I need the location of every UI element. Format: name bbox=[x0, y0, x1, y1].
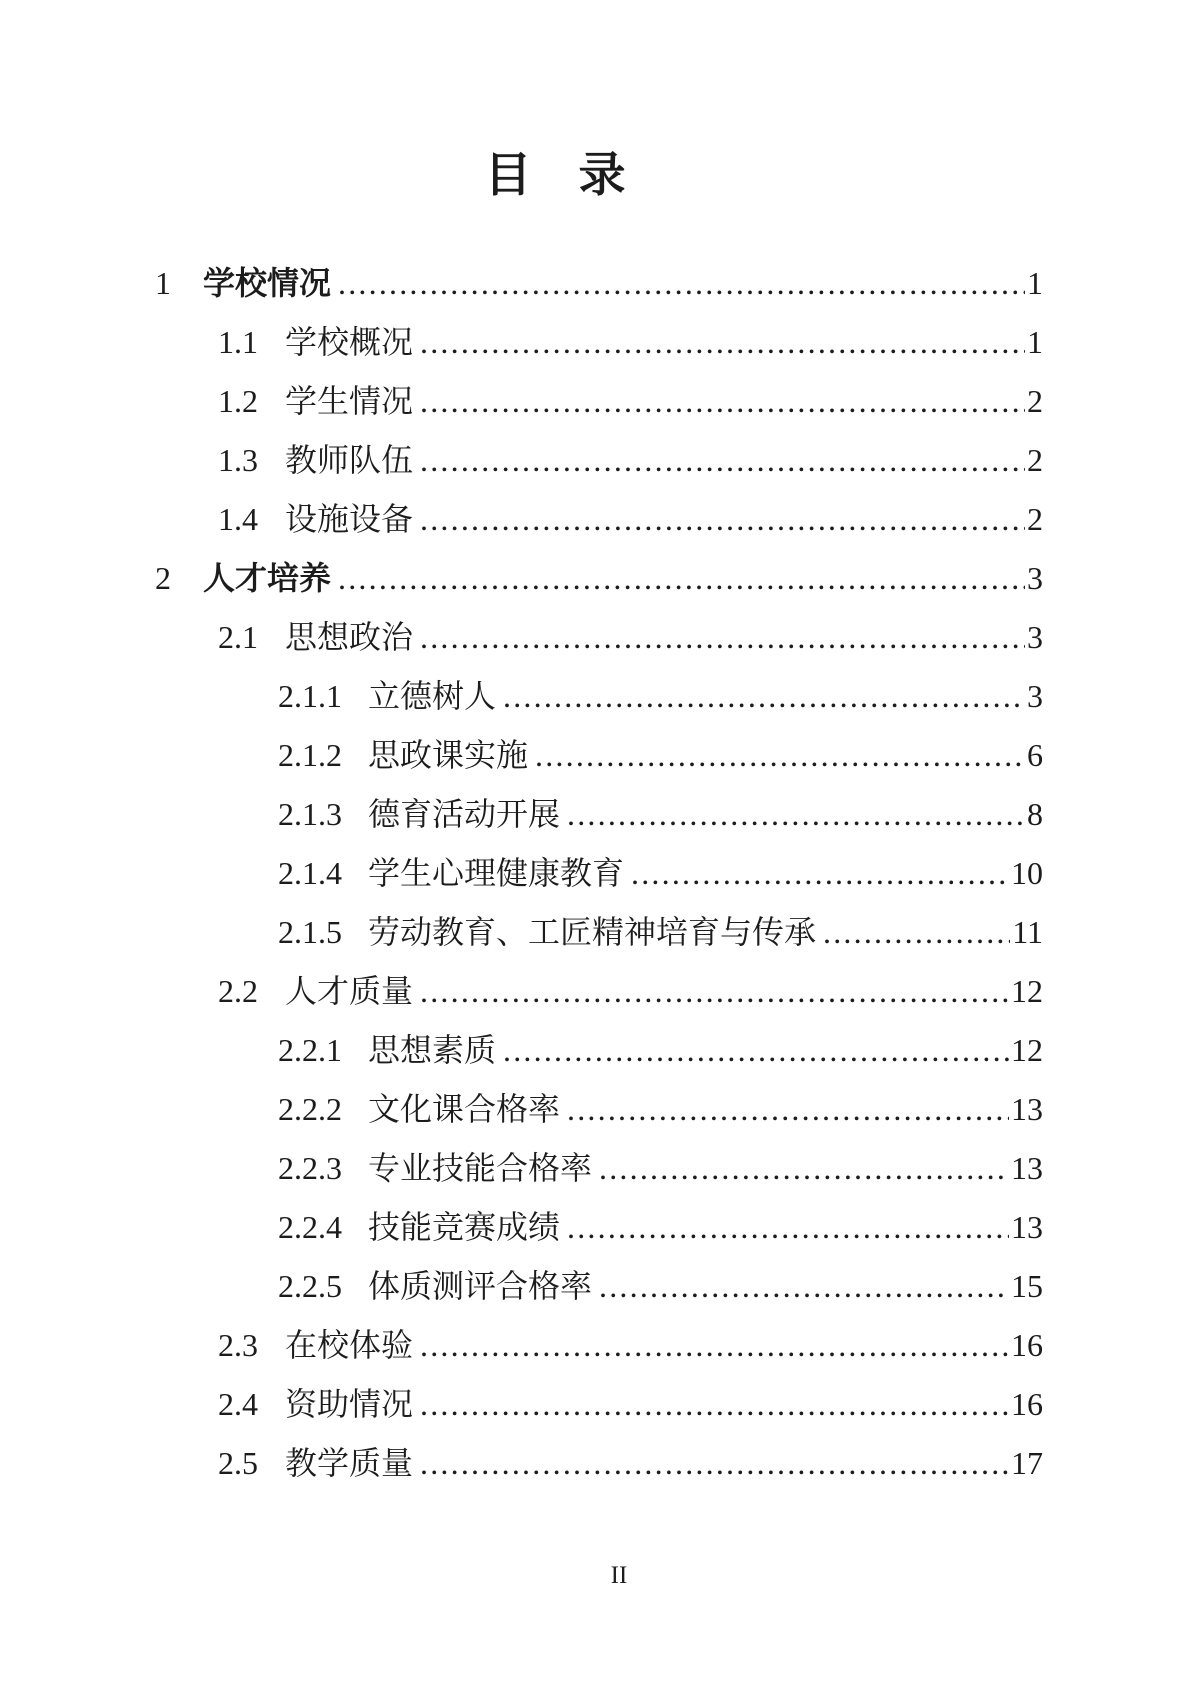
toc-entry-number: 2.1 bbox=[218, 619, 258, 655]
dot-leader bbox=[599, 1257, 1009, 1316]
page-title bbox=[0, 148, 1200, 204]
toc-entry-label: 学校情况 bbox=[203, 265, 332, 301]
toc-entry-page: 8 bbox=[1027, 796, 1043, 832]
toc-entry-page: 2 bbox=[1027, 383, 1043, 419]
dot-leader bbox=[338, 549, 1025, 608]
toc-entry-label: 德育活动开展 bbox=[368, 796, 561, 832]
toc-entry-label: 学生心理健康教育 bbox=[368, 855, 625, 891]
toc-entry-page: 3 bbox=[1027, 619, 1043, 655]
toc-entry[interactable] bbox=[0, 667, 1200, 726]
toc-entry-number: 2.2.1 bbox=[278, 1032, 342, 1068]
toc-entry-number: 1.1 bbox=[218, 324, 258, 360]
dot-leader bbox=[420, 490, 1025, 549]
dot-leader bbox=[567, 785, 1025, 844]
toc-entry-page: 16 bbox=[1011, 1386, 1043, 1422]
toc-entry-page: 13 bbox=[1011, 1150, 1043, 1186]
toc-entry-number: 2.2.5 bbox=[278, 1268, 342, 1304]
toc-entry[interactable] bbox=[0, 844, 1200, 903]
toc-entry[interactable] bbox=[0, 608, 1200, 667]
toc-entry-label: 人才质量 bbox=[285, 973, 414, 1009]
toc-entry-number: 2.3 bbox=[218, 1327, 258, 1363]
toc-entry-page: 15 bbox=[1011, 1268, 1043, 1304]
toc-entry-number: 1 bbox=[155, 265, 171, 301]
toc-entry[interactable] bbox=[0, 1139, 1200, 1198]
dot-leader bbox=[631, 844, 1009, 903]
dot-leader bbox=[535, 726, 1025, 785]
dot-leader bbox=[420, 1316, 1009, 1375]
toc-entry-number: 2.1.3 bbox=[278, 796, 342, 832]
toc-entry[interactable] bbox=[0, 1080, 1200, 1139]
toc-entry-page: 13 bbox=[1011, 1091, 1043, 1127]
page-number-footer bbox=[0, 1562, 1200, 1590]
toc-entry-number: 2.1.5 bbox=[278, 914, 342, 950]
toc-entry[interactable] bbox=[0, 962, 1200, 1021]
toc-entry[interactable] bbox=[0, 431, 1200, 490]
toc-entry-label: 人才培养 bbox=[203, 560, 332, 596]
dot-leader bbox=[823, 903, 1010, 962]
toc-entry-number: 2.2.4 bbox=[278, 1209, 342, 1245]
dot-leader bbox=[420, 962, 1009, 1021]
toc-entry-label: 思想素质 bbox=[368, 1032, 497, 1068]
toc-entry-number: 2.2 bbox=[218, 973, 258, 1009]
toc-entry[interactable] bbox=[0, 490, 1200, 549]
toc-entry-number: 2 bbox=[155, 560, 171, 596]
toc-entry-page: 13 bbox=[1011, 1209, 1043, 1245]
dot-leader bbox=[420, 372, 1025, 431]
toc-entry-page: 12 bbox=[1011, 1032, 1043, 1068]
toc-entry[interactable] bbox=[0, 254, 1200, 313]
toc-entry-number: 2.1.1 bbox=[278, 678, 342, 714]
toc-entry-label: 劳动教育、工匠精神培育与传承 bbox=[368, 914, 817, 950]
dot-leader bbox=[503, 1021, 1009, 1080]
toc-entry-page: 6 bbox=[1027, 737, 1043, 773]
dot-leader bbox=[503, 667, 1025, 726]
toc-entry[interactable] bbox=[0, 1375, 1200, 1434]
toc-entry-page: 16 bbox=[1011, 1327, 1043, 1363]
toc-entry-page: 2 bbox=[1027, 501, 1043, 537]
toc-entry-number: 1.4 bbox=[218, 501, 258, 537]
toc-entry[interactable] bbox=[0, 1198, 1200, 1257]
toc-entry-number: 2.2.3 bbox=[278, 1150, 342, 1186]
toc-entry[interactable] bbox=[0, 1434, 1200, 1493]
toc-entry-page: 10 bbox=[1011, 855, 1043, 891]
toc-entry-label: 思政课实施 bbox=[368, 737, 529, 773]
dot-leader bbox=[420, 431, 1025, 490]
toc-entry[interactable] bbox=[0, 785, 1200, 844]
toc-entry-page: 17 bbox=[1011, 1445, 1043, 1481]
toc-entry-page: 3 bbox=[1027, 678, 1043, 714]
toc-entry-label: 设施设备 bbox=[285, 501, 414, 537]
dot-leader bbox=[567, 1080, 1009, 1139]
toc-entry-label: 技能竞赛成绩 bbox=[368, 1209, 561, 1245]
toc-entry-label: 在校体验 bbox=[285, 1327, 414, 1363]
toc-entry-label: 文化课合格率 bbox=[368, 1091, 561, 1127]
toc-entry[interactable] bbox=[0, 903, 1200, 962]
toc-entry[interactable] bbox=[0, 1257, 1200, 1316]
toc-entry-label: 教师队伍 bbox=[285, 442, 414, 478]
dot-leader bbox=[420, 1375, 1009, 1434]
dot-leader bbox=[338, 254, 1025, 313]
toc-entry-page: 1 bbox=[1027, 324, 1043, 360]
toc-entry-label: 立德树人 bbox=[368, 678, 497, 714]
toc-entry-page: 2 bbox=[1027, 442, 1043, 478]
toc-list bbox=[0, 254, 1200, 1493]
toc-entry-page: 1 bbox=[1027, 265, 1043, 301]
toc-entry-page: 11 bbox=[1012, 914, 1043, 950]
toc-entry[interactable] bbox=[0, 1316, 1200, 1375]
toc-entry[interactable] bbox=[0, 313, 1200, 372]
dot-leader bbox=[567, 1198, 1009, 1257]
toc-entry-number: 2.1.4 bbox=[278, 855, 342, 891]
page-number-footer-text: II bbox=[610, 1562, 628, 1589]
toc-entry-number: 2.5 bbox=[218, 1445, 258, 1481]
toc-entry[interactable] bbox=[0, 726, 1200, 785]
toc-entry-number: 1.3 bbox=[218, 442, 258, 478]
toc-entry-number: 2.4 bbox=[218, 1386, 258, 1422]
toc-entry-label: 思想政治 bbox=[285, 619, 414, 655]
toc-entry-page: 3 bbox=[1027, 560, 1043, 596]
toc-entry-number: 2.1.2 bbox=[278, 737, 342, 773]
toc-entry-page: 12 bbox=[1011, 973, 1043, 1009]
toc-entry[interactable] bbox=[0, 1021, 1200, 1080]
toc-entry[interactable] bbox=[0, 549, 1200, 608]
toc-entry-label: 教学质量 bbox=[285, 1445, 414, 1481]
toc-entry[interactable] bbox=[0, 372, 1200, 431]
toc-entry-number: 1.2 bbox=[218, 383, 258, 419]
toc-entry-number: 2.2.2 bbox=[278, 1091, 342, 1127]
page-title-text: 目 录 bbox=[484, 150, 626, 202]
dot-leader bbox=[599, 1139, 1009, 1198]
dot-leader bbox=[420, 1434, 1009, 1493]
dot-leader bbox=[420, 608, 1025, 667]
toc-entry-label: 学生情况 bbox=[285, 383, 414, 419]
toc-entry-label: 专业技能合格率 bbox=[368, 1150, 593, 1186]
toc-entry-label: 学校概况 bbox=[285, 324, 414, 360]
toc-entry-label: 资助情况 bbox=[285, 1386, 414, 1422]
dot-leader bbox=[420, 313, 1025, 372]
toc-entry-label: 体质测评合格率 bbox=[368, 1268, 593, 1304]
